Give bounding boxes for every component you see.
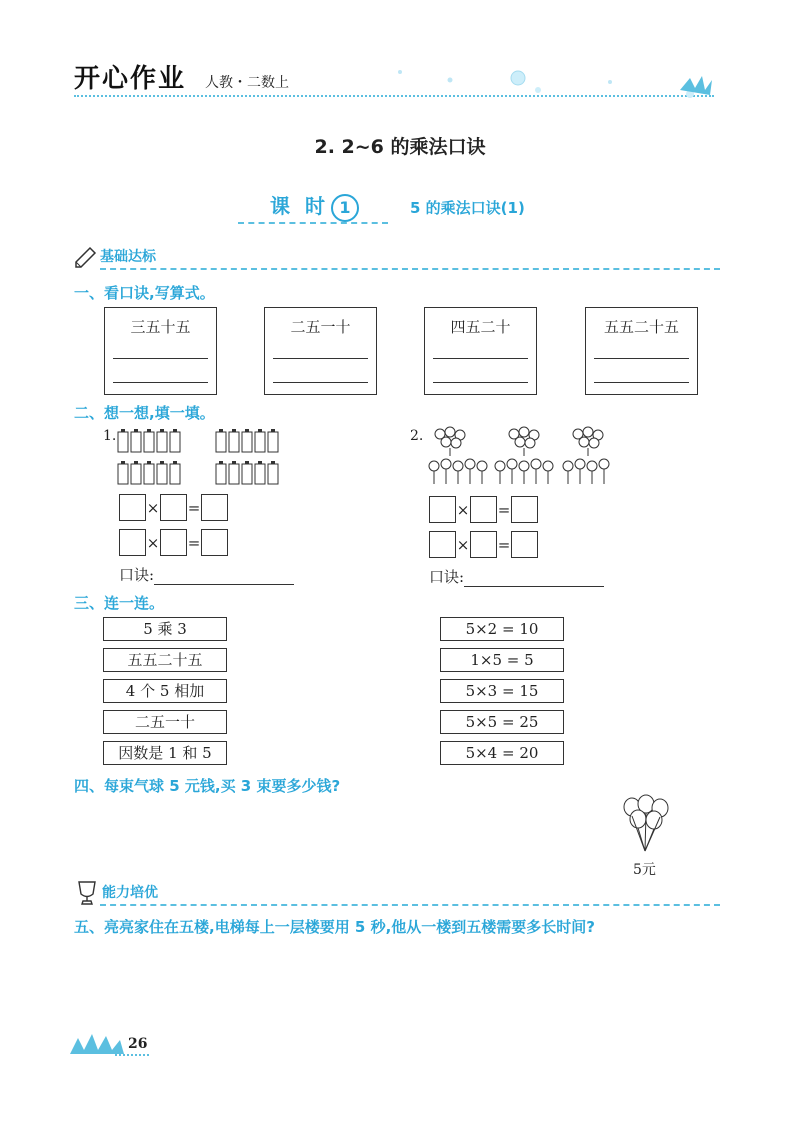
koujue-label: 口诀: (429, 568, 465, 586)
times-sign: × (456, 500, 470, 519)
answer-box[interactable] (429, 496, 456, 523)
book-subtitle: 人教・二数上 (205, 75, 289, 91)
times-sign: × (146, 498, 160, 517)
answer-box[interactable] (160, 529, 187, 556)
section-basic-title: 基础达标 (100, 249, 156, 265)
answer-box[interactable] (470, 531, 497, 558)
answer-line (273, 358, 368, 359)
match-right-item[interactable]: 5×2 = 10 (440, 617, 564, 641)
match-right-item[interactable]: 5×4 = 20 (440, 741, 564, 765)
q5-title: 五、亮亮家住在五楼,电梯每上一层楼要用 5 秒,他从一楼到五楼需要多长时间? (74, 918, 595, 936)
q2-part1-label: 1. (103, 428, 117, 444)
answer-box[interactable] (160, 494, 187, 521)
section-advanced-divider (100, 904, 720, 906)
koujue-label: 口诀: (119, 566, 155, 584)
equation-row (119, 529, 228, 556)
balloon-price: 5元 (633, 862, 656, 878)
match-right-item[interactable]: 5×3 = 15 (440, 679, 564, 703)
match-left-item[interactable]: 二五一十 (103, 710, 227, 734)
card-4 (585, 307, 698, 395)
trophy-icon (74, 880, 100, 906)
page-number: 26 (128, 1036, 148, 1052)
answer-line (433, 358, 528, 359)
q4-title: 四、每束气球 5 元钱,买 3 束要多少钱? (74, 777, 341, 795)
answer-box[interactable] (511, 496, 538, 523)
equation-row (429, 531, 538, 558)
answer-box[interactable] (470, 496, 497, 523)
answer-line (113, 382, 208, 383)
koujue-blank[interactable] (464, 572, 604, 587)
card-3 (424, 307, 537, 395)
card-text: 二五一十 (290, 318, 351, 336)
equation-row (429, 496, 538, 523)
lesson-number: 1 (331, 194, 359, 222)
card-text: 三五十五 (130, 318, 191, 336)
answer-box[interactable] (201, 529, 228, 556)
card-text: 五五二十五 (603, 318, 679, 336)
koujue-line (119, 564, 294, 585)
answer-box[interactable] (119, 494, 146, 521)
match-right-item[interactable]: 1×5 = 5 (440, 648, 564, 672)
times-sign: × (146, 533, 160, 552)
answer-line (594, 382, 689, 383)
balloons-icon (618, 795, 672, 857)
answer-line (113, 358, 208, 359)
chapter-title: 2. 2~6 的乘法口诀 (314, 136, 486, 158)
section-advanced-title: 能力培优 (102, 885, 158, 901)
lesson-label: 课 时 (270, 194, 329, 218)
answer-line (594, 358, 689, 359)
section-basic-divider (100, 268, 720, 270)
answer-box[interactable] (201, 494, 228, 521)
equals-sign: = (497, 535, 511, 554)
grass-decoration-icon (70, 1030, 130, 1056)
answer-line (433, 382, 528, 383)
equation-row (119, 494, 228, 521)
page-number-underline (115, 1054, 149, 1056)
brand-title: 开心作业 (74, 64, 187, 94)
flower-group-icon (426, 424, 616, 490)
answer-line (273, 382, 368, 383)
match-left-item[interactable]: 4 个 5 相加 (103, 679, 227, 703)
equals-sign: = (497, 500, 511, 519)
match-left-item[interactable]: 5 乘 3 (103, 617, 227, 641)
answer-box[interactable] (511, 531, 538, 558)
lesson-topic: 5 的乘法口诀(1) (410, 199, 525, 217)
lesson-badge (270, 190, 359, 222)
answer-box[interactable] (429, 531, 456, 558)
q3-title: 三、连一连。 (74, 594, 165, 612)
battery-group-icon (118, 428, 298, 490)
answer-box[interactable] (119, 529, 146, 556)
match-right-item[interactable]: 5×5 = 25 (440, 710, 564, 734)
bubbles-decoration-icon (390, 60, 720, 110)
pencil-icon (74, 246, 98, 268)
q2-title: 二、想一想,填一填。 (74, 404, 215, 422)
equals-sign: = (187, 498, 201, 517)
times-sign: × (456, 535, 470, 554)
card-1 (104, 307, 217, 395)
q1-title: 一、看口诀,写算式。 (74, 284, 215, 302)
koujue-blank[interactable] (154, 570, 294, 585)
lesson-underline (238, 222, 388, 224)
koujue-line (429, 566, 604, 587)
card-2 (264, 307, 377, 395)
q2-part2-label: 2. (410, 428, 424, 444)
match-left-item[interactable]: 五五二十五 (103, 648, 227, 672)
match-left-item[interactable]: 因数是 1 和 5 (103, 741, 227, 765)
card-text: 四五二十 (450, 318, 511, 336)
equals-sign: = (187, 533, 201, 552)
